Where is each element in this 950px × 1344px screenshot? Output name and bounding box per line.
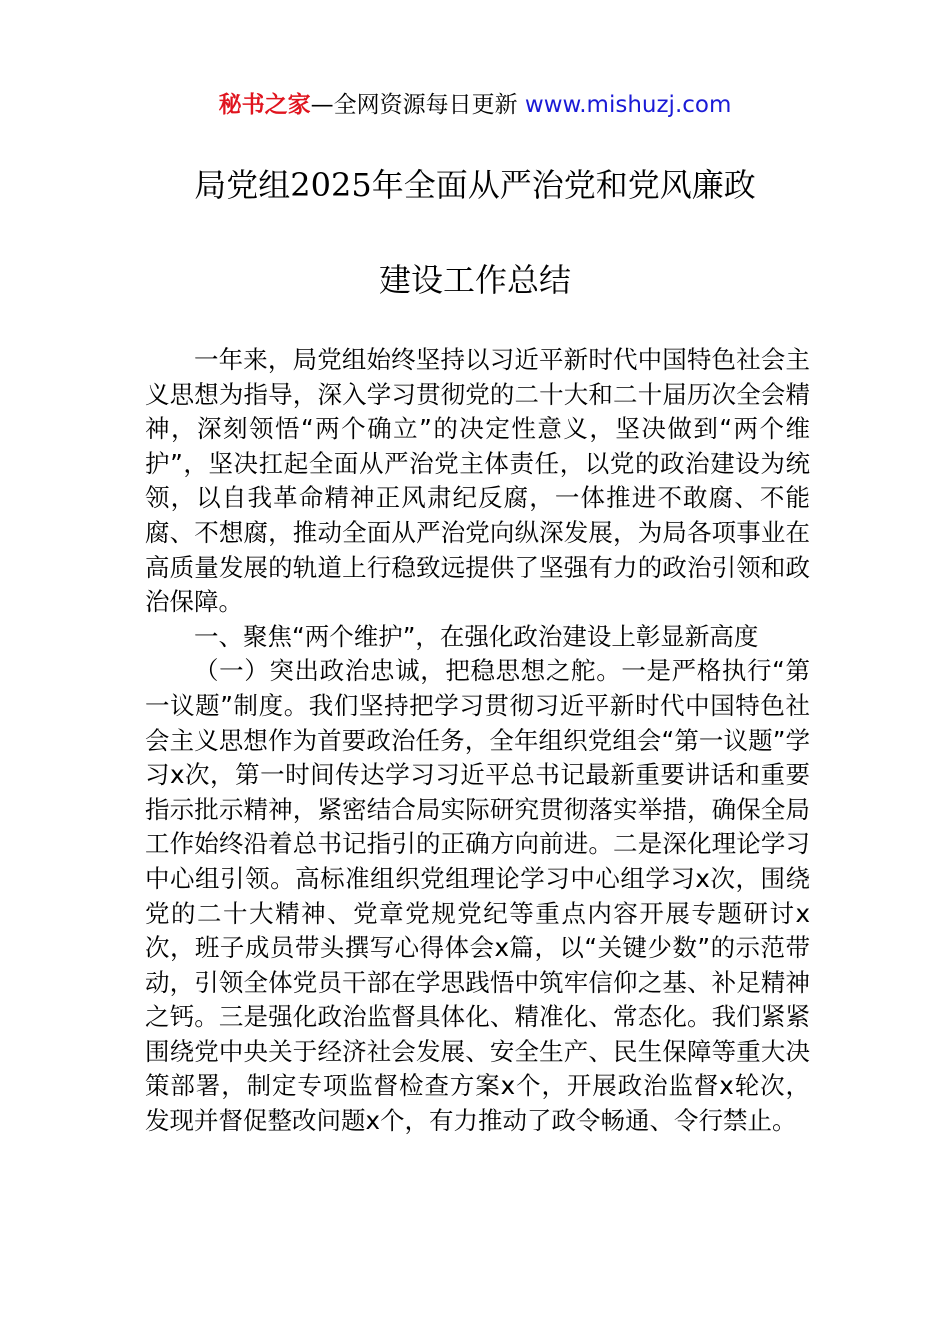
document-title-line-2: 建设工作总结	[378, 261, 571, 299]
section-heading-1: 一、聚焦“两个维护”，在强化政治建设上彰显新高度	[194, 621, 759, 651]
document-title-line-1: 局党组2025年全面从严治党和党风廉政	[194, 166, 756, 204]
subsection-paragraph-1: （一）突出政治忠诚，把稳思想之舵。一是严格执行“第一议题”制度。我们坚持把学习贯彻习近平新时代中国特色社会主义思想作为首要政治任务，全年组织党组会“第一议题”学习x次，第一时间传达学习习近平总书记最新重要讲话和重要指示批示精神，紧密结合局实际研究贯彻落实举措，确保全局工作始终沿着总书记指引的正确方向前进。二是深化理论学习中心组引领。高标准组织党组理论学习中心组学习x次，围绕党的二十大精神、党章党规党纪等重点内容开展专题研讨x次，班子成员带头撰写心得体会x篇，以“关键少数”的示范带动，引领全体党员干部在学思践悟中筑牢信仰之基、补足精神之钙。三是强化政治监督具体化、精准化、常态化。我们紧紧围绕党中央关于经济社会发展、安全生产、民生保障等重大决策部署，制定专项监督检查方案x个，开展政治监督x轮次，发现并督促整改问题x个，有力推动了政令畅通、令行禁止。	[145, 656, 810, 1136]
site-url-link[interactable]: www.mishuzj.com	[524, 92, 732, 118]
site-header	[0, 88, 950, 122]
document-body	[145, 343, 810, 1139]
site-brand: 秘书之家	[218, 92, 311, 118]
site-slogan: —全网资源每日更新	[310, 92, 518, 118]
intro-paragraph: 一年来，局党组始终坚持以习近平新时代中国特色社会主义思想为指导，深入学习贯彻党的二十大和二十届历次全会精神，深刻领悟“两个确立”的决定性意义，坚决做到“两个维护”，坚决扛起全面从严治党主体责任，以党的政治建设为统领，以自我革命精神正风肃纪反腐，一体推进不敢腐、不能腐、不想腐，推动全面从严治党向纵深发展，为局各项事业在高质量发展的轨道上行稳致远提供了坚强有力的政治引领和政治保障。	[145, 345, 810, 617]
